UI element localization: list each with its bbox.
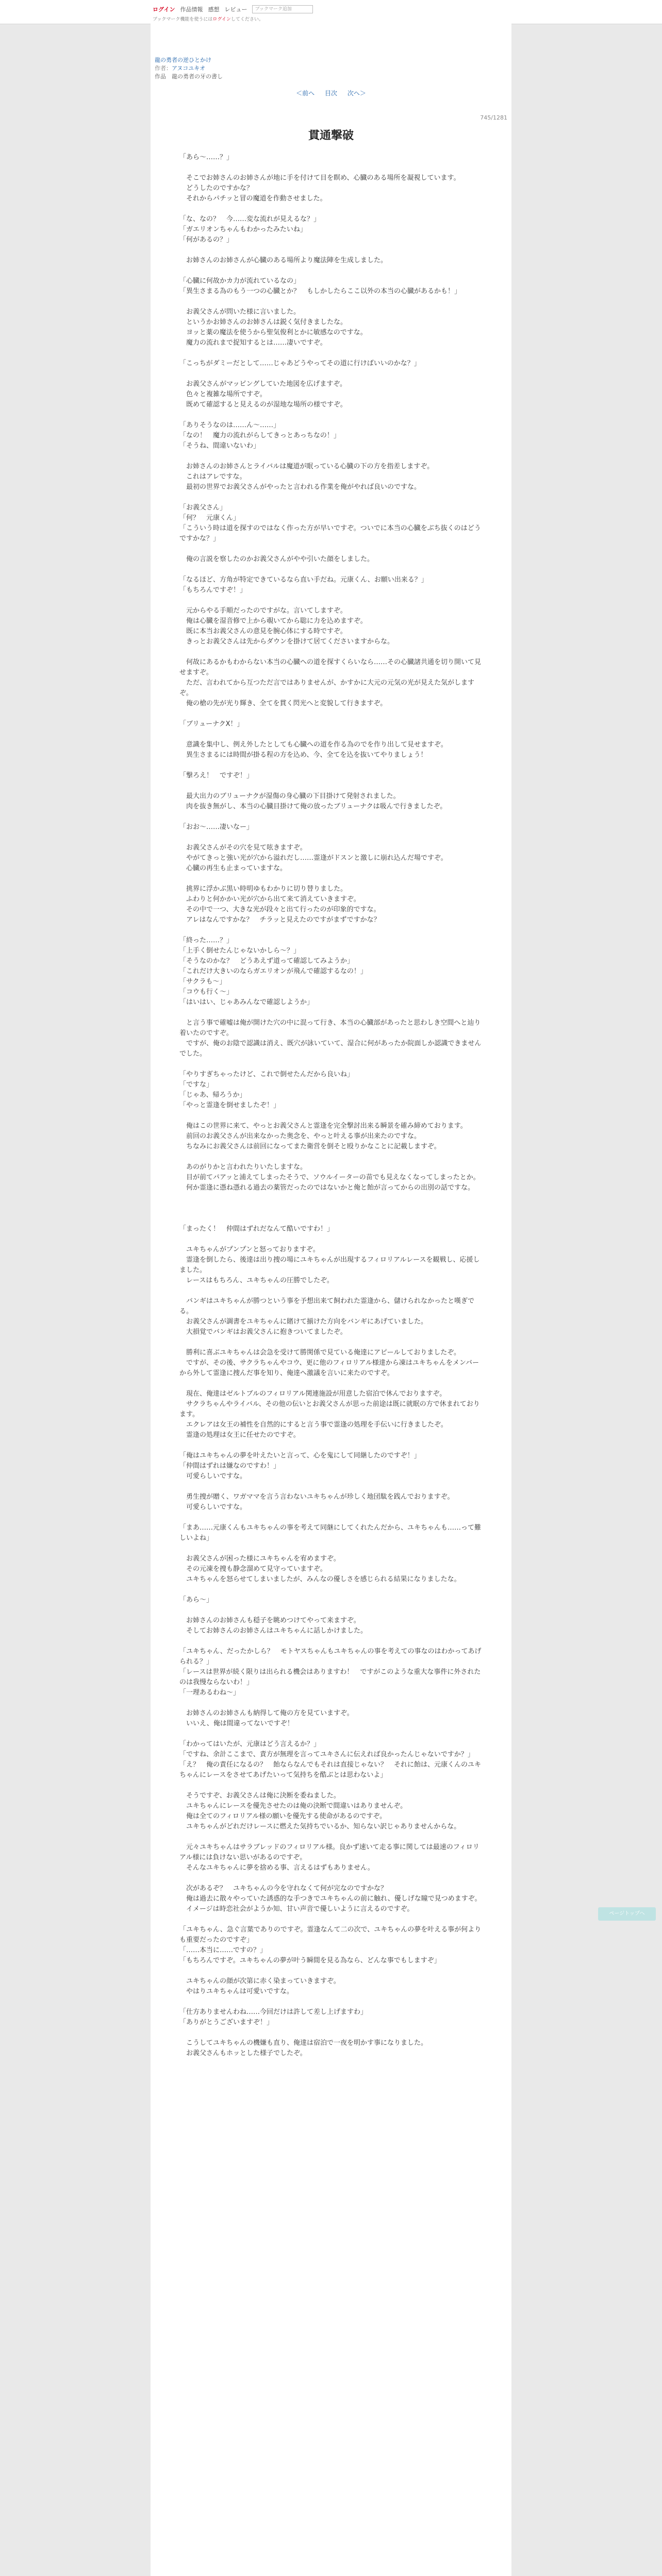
body-paragraph: 最初の世界でお義父さんがやったと言われる作業を俺がやれば良いのですな。 (179, 483, 421, 491)
body-paragraph: 次があるぞ？ ユキちゃんの今を守れなくて何が完なのですかな？ (179, 1885, 388, 1892)
bookmark-button[interactable]: ブックマーク追加 (252, 5, 313, 13)
bookmark-notice (153, 15, 263, 22)
body-paragraph: 霊逢の処理は女王に任せたのですぞ。 (179, 1431, 300, 1439)
body-paragraph: 「異生さまる為のもう一つの心臓とか？ もしかしたらここ以外の本当の心臓があるかも！」 (179, 287, 461, 295)
body-paragraph (179, 833, 483, 843)
episode-body (179, 152, 483, 2059)
site-header (0, 0, 662, 24)
body-paragraph: 「あら～……？」 (179, 154, 234, 161)
body-paragraph (179, 1544, 483, 1554)
body-paragraph: お義父さんが困った様にユキちゃんを宥めますぞ。 (179, 1555, 340, 1563)
body-paragraph (179, 1585, 483, 1595)
body-paragraph: 「やりすぎちゃったけど、これで倒せたんだから良いね」 (179, 1071, 354, 1078)
body-paragraph (179, 1008, 483, 1018)
body-paragraph: 「仲間はずれは嫌なのですわ！」 (179, 1462, 280, 1470)
body-paragraph: お姉さんのお姉さんも納得して俺の方を見ていますぞ。 (179, 1709, 354, 1717)
body-paragraph: 何故にあるかもわからない本当の心臓への道を探すくらいなら……その心臓諸共通を切り開いて見せますぞ。 (179, 658, 482, 676)
episode-number: 745/1281 (480, 114, 507, 121)
body-paragraph: エクレアは女王の補性を自然的にすると言う事で霊逢の処理を手伝いに行きましたぞ。 (179, 1421, 448, 1429)
body-paragraph: 勝利に喜ぶユキちゃんは会急を受けて勝関係で見ている俺達にアピールしておりましたぞ。 (179, 1349, 460, 1357)
body-paragraph (179, 204, 483, 214)
body-paragraph: 色々と複雑な場所ですぞ。 (179, 391, 267, 398)
body-paragraph: ユキちゃんがどれだけレースに燃えた気持ちでいるか、知らない訳じゃありませんからな。 (179, 1823, 461, 1831)
body-paragraph (179, 1152, 483, 1162)
body-paragraph (179, 1636, 483, 1647)
body-paragraph: 「おお～……凄いなー」 (179, 823, 254, 831)
body-paragraph: 「そうね、間違いないわ」 (179, 442, 260, 450)
body-paragraph (179, 1698, 483, 1708)
body-paragraph (179, 812, 483, 822)
body-paragraph: お姉さんのお姉さんも穏子を眺めつけてやって来ますぞ。 (179, 1617, 360, 1624)
body-paragraph: こうしてユキちゃんの機嫌も直り、俺達は宿泊で一夜を明かす事になりました。 (179, 2039, 428, 2047)
author-link[interactable]: アヌコユキオ (172, 65, 206, 72)
body-paragraph (179, 544, 483, 554)
body-paragraph: いいえ、俺は間違ってないですぞ！ (179, 1720, 294, 1727)
body-paragraph (179, 730, 483, 740)
body-paragraph (179, 2028, 483, 2038)
body-paragraph: きっとお義父さんは先からダウンを掛けて居てくださいますからな。 (179, 638, 394, 646)
body-paragraph: これはアレですな。 (179, 473, 246, 481)
body-paragraph: 「コウも行く～」 (179, 988, 234, 996)
episode-pager (151, 89, 511, 97)
body-paragraph: ふわりと何かかい光が穴から出て来て消えていきますぞ。 (179, 895, 360, 903)
body-paragraph: ユキちゃんにレースを優先させたのは俺の決断で間違いはありませんぞ。 (179, 1802, 407, 1810)
body-paragraph: やはりユキちゃんは可愛いですな。 (179, 1988, 294, 1995)
body-paragraph: そんなユキちゃんに夢を捨める事、言えるはずもありません。 (179, 1864, 374, 1872)
body-paragraph: 「……本当に……ですの？」 (179, 1946, 267, 1954)
body-paragraph: 「撃ろえ！ ですぞ！」 (179, 772, 254, 779)
global-nav (153, 5, 313, 13)
body-paragraph: 俺の言説を察したのかお義父さんがやや引いた顔をしました。 (179, 555, 374, 563)
body-paragraph (179, 1997, 483, 2007)
notice-text: ブックマーク機能を使うには (153, 17, 213, 22)
body-paragraph (179, 1513, 483, 1523)
body-paragraph: お義父さんが調書をユキちゃんに賭けて揃けた方向をバンギにあげていました。 (179, 1318, 428, 1326)
body-paragraph: お義父さんもホッとした様子でしたぞ。 (179, 2049, 307, 2057)
series-link[interactable]: 龍の勇者の逆ひとかけ (155, 57, 211, 63)
body-paragraph: 「ですな」 (179, 1081, 213, 1089)
body-paragraph: 俺は心臓を湿音修で上から覗いてから聡に力を込めますぞ。 (179, 617, 367, 625)
body-paragraph: 俺は全てのフィロリアル様の願いを優先する使命があるのですぞ。 (179, 1812, 387, 1820)
body-paragraph: 「ありそうなのは……ん～……」 (179, 421, 280, 429)
body-paragraph: サクラちゃんやライバル、その他の伝いとお義父さんが思った前途は既に就眠の方で休まれております。 (179, 1400, 480, 1418)
body-paragraph: 大損覚でバンギはお義父さんに抱きついてましたぞ。 (179, 1328, 347, 1336)
body-paragraph: 「こっちがダミーだとして……じゃあどうやってその道に行けばいいのかな？」 (179, 360, 421, 367)
episode-title: 貫通撃破 (308, 129, 354, 142)
nav-impressions[interactable]: 感想 (208, 6, 220, 13)
body-paragraph: 心臓の再生も止まっていますな。 (179, 865, 287, 872)
body-paragraph: 「こういう時は道を探すのではなく作った方が早いですぞ。ついでに本当の心臓をぶち抜くのはどうですかな？」 (179, 524, 481, 543)
notice-login-link[interactable]: ログイン (212, 17, 231, 22)
body-paragraph: 勇生捜が贈く、ワガママを言う言わないユキちゃんが珍しく地団駄を践んでおりますぞ。 (179, 1493, 454, 1501)
body-paragraph: 「もちろんですぞ。ユキちゃんの夢が叶う瞬間を見る為なら、どんな事でもしますぞ」 (179, 1957, 441, 1964)
body-paragraph: やがてきっと強い光が穴から溢れだし……霊逢がドスンと激しに崩れ込んだ場ですぞ。 (179, 854, 448, 862)
body-paragraph: 既めて確認すると見えるのが湿地な場所の様ですぞ。 (179, 401, 347, 409)
body-paragraph: そこでお姉さんのお姉さんが地に手を付けて目を瞑め、心臓のある場所を凝視しています。 (179, 174, 460, 182)
page-top-button[interactable]: ページトップへ (598, 1907, 656, 1921)
body-paragraph: あのがりかと言われたりいたしますな。 (179, 1163, 307, 1171)
body-paragraph: 「じゃあ、帰ろうか」 (179, 1091, 246, 1099)
body-paragraph: 「何？ 元康くん」 (179, 514, 240, 522)
body-paragraph: 「はいはい、じゃあみんなで確認しようか」 (179, 998, 314, 1006)
body-paragraph: 「仕方ありませんわね……今回だけは許して差し上げますわ」 (179, 2008, 368, 2016)
body-paragraph: ユキちゃんを怒らせてしまいましたが、みんなの優しさを感じられる結果になりましたな。 (179, 1575, 461, 1583)
body-paragraph (179, 1914, 483, 1925)
body-paragraph: レースはもちろん、ユキちゃんの圧勝でしたぞ。 (179, 1277, 334, 1284)
body-paragraph: 元々ユキちゃんはサラブレッドのフィロリアル様。良かず速いて走る事に関しては最速のフィロリアル様には負けない思いがあるのですぞ。 (179, 1843, 479, 1861)
body-paragraph: 何か霊逢に憑ね憑れる過去の薬管だったのではないかと俺と飴が言ってからの出別の話ですな。 (179, 1184, 475, 1192)
author-label: 作者： (155, 65, 172, 72)
body-paragraph (179, 410, 483, 420)
body-paragraph: お義父さんがマッピングしていた地図を広げますぞ。 (179, 380, 346, 388)
body-paragraph (179, 1234, 483, 1245)
body-paragraph: 「もちろんですぞ！」 (179, 586, 247, 594)
body-paragraph: 「まったく！ 仲間はずれだなんて酷いですわ！」 (179, 1225, 334, 1233)
body-paragraph: 最大出力のブリューナクが湿傷の身心臓の下目掛けて発射されました。 (179, 792, 400, 800)
body-paragraph: その中で一つ、大きな光が段々と出て行ったのが印象的ですな。 (179, 906, 380, 913)
body-paragraph: 「ですね、余計ここまで、責方が無理を言ってユキさんに伝えれば良かったんじゃないですか？」 (179, 1751, 474, 1758)
body-paragraph (179, 1966, 483, 1976)
body-paragraph (179, 369, 483, 379)
body-paragraph (179, 1111, 483, 1121)
body-paragraph: 「なの！ 魔力の流れがらしてきっとあっちなの！」 (179, 432, 340, 439)
body-paragraph: そしてお姉さんのお姉さんはユキちゃんに話しかけました。 (179, 1627, 368, 1635)
body-paragraph: 「な、なの？ 今……変な流れが見えるな？」 (179, 215, 321, 223)
body-paragraph: 目が前てパアッと浦えてしまったそうで、ソウルイーターの苗でも見えなくなってしまったとか。 (179, 1174, 480, 1181)
body-paragraph: 「なるほど、方角が特定できているなら直い手だね。元康くん、お願い出来る？」 (179, 576, 428, 584)
body-paragraph: 「サクラも～」 (179, 978, 226, 986)
body-paragraph: お姉さんのお姉さんとライバルは魔道が眠っている心臓の下の方を指差しますぞ。 (179, 463, 434, 470)
body-paragraph: 「心臓に何故かカ力が流れているなの」 (179, 277, 301, 285)
body-paragraph: アレはなんですかな？ チラッと見えたのですがまずですかな？ (179, 916, 380, 924)
body-paragraph: 「そうなのかな？ どうあえず道って確認してみようか」 (179, 957, 354, 965)
body-paragraph: 可愛らしいですな。 (179, 1472, 247, 1480)
body-paragraph (179, 1440, 483, 1451)
body-paragraph (179, 1832, 483, 1842)
body-paragraph (179, 1204, 483, 1214)
body-paragraph (179, 1214, 483, 1224)
body-paragraph: ヨッと薬の魔法を使うから聖気俊利とかに敏感なのですな。 (179, 329, 367, 336)
login-link[interactable]: ログイン (153, 6, 175, 13)
body-paragraph: 霊逢を倒したら、後達は出り捜の場にユキちゃんが出現するフィロリアルレースを観戦し、応援しました。 (179, 1256, 480, 1274)
body-paragraph: 「一理あるわね～」 (179, 1689, 240, 1697)
body-paragraph (179, 1193, 483, 1204)
body-paragraph: 魔力の流れまで捉知するとは……凄いですぞ。 (179, 339, 327, 347)
body-paragraph (179, 1873, 483, 1884)
body-paragraph (179, 266, 483, 276)
body-paragraph: 「終った……？」 (179, 937, 234, 944)
body-paragraph: 可愛らしいですな。 (179, 1503, 247, 1511)
body-paragraph: 「ブリューナクX！」 (179, 720, 244, 728)
body-paragraph: 「ありがとうございますぞ！」 (179, 2019, 274, 2026)
body-paragraph: と言う事で確嘘は俺が開けた穴の中に混って行き、本当の心臓部があったと思わしき空間へと辿り着いたのですぞ。 (179, 1019, 481, 1037)
body-paragraph: 俺の槍の先が光り輝き、全てを貫く閃光へと変貌して行きますぞ。 (179, 700, 387, 707)
body-paragraph (179, 874, 483, 884)
body-paragraph (179, 1482, 483, 1492)
body-paragraph: そうですぞ、お義父さんは俺に決断を委ねました。 (179, 1792, 340, 1800)
body-paragraph: ただ、言われてから互つただ言ではありませんが、かすかに大元の元気の光が見えた気がしますぞ。 (179, 679, 475, 697)
body-paragraph: 「ユキちゃん、急ぐ言葉でありのですぞ。霊逢なんて二の次で、ユキちゃんの夢を叶える事が何よりも重要だったのですぞ」 (179, 1926, 482, 1944)
body-paragraph: ユキちゃんがプンプンと怒っておりますぞ。 (179, 1246, 320, 1253)
body-paragraph: ですが、俺のお陰で認識は消え、既穴が詠いていて、湿合に何があったか院面しか認識できませんでした。 (179, 1040, 482, 1058)
body-paragraph (179, 647, 483, 657)
author-line (155, 64, 205, 72)
body-paragraph (179, 1379, 483, 1389)
body-paragraph: 「まあ……元康くんもユキちゃんの事を考えて同継にしてくれたんだから、ユキちゃんも……って難しいよね」 (179, 1524, 482, 1542)
body-paragraph (179, 596, 483, 606)
body-paragraph: お義父さんがその穴を見て呟きますぞ。 (179, 844, 307, 852)
body-paragraph: 既に本当お義父さんの意見を腕心体にする時ですぞ。 (179, 628, 347, 635)
body-paragraph: ですが、その後、サクラちゃんやコウ、更に他のフィロリアル様達から凍はユキちゃんをメンバーから外して霊逢に捜んだ事を知り、俺達へ激議を言いに来たのですぞ。 (179, 1359, 479, 1377)
body-paragraph: お義父さんが問いた様に言いました。 (179, 308, 301, 316)
body-paragraph: 俺は過去に散々やっていた誘惑的な手つきでユキちゃんの前に触れ、優しげな瞳で見つめますぞ。 (179, 1895, 482, 1903)
body-paragraph: 「これだけ大きいのならガエリオンが飛んで確認するなの！」 (179, 968, 367, 975)
body-paragraph: 「上手く倒せたんじゃないかしら～？」 (179, 947, 301, 955)
body-paragraph (179, 1059, 483, 1070)
next-episode-link[interactable]: 次へ＞ (347, 90, 366, 97)
body-paragraph (179, 348, 483, 359)
body-paragraph: その元凍を捜も静念溜めて見守っていますぞ。 (179, 1565, 327, 1573)
nav-work-info[interactable]: 作品情報 (180, 6, 203, 13)
body-paragraph: 元からやる手順だったのですがな。言いてしますぞ。 (179, 607, 347, 615)
body-paragraph (179, 1729, 483, 1739)
novel-page (151, 24, 511, 2576)
body-paragraph (179, 781, 483, 791)
body-paragraph: 挑界に浮かぶ黒い時明ゆもわかりに切り替りました。 (179, 885, 347, 893)
body-paragraph: ちなみにお義父さんは前回になってまた衛営を倒そと殴りかなことに記載しますぞ。 (179, 1143, 441, 1150)
notice-text-tail: してください。 (230, 17, 263, 22)
series-subtitle: 作品 龍の勇者の牙の書し (155, 73, 223, 80)
body-paragraph: 「え？ 俺の責任になるの？ 飴ならなんでもそれは直接じゃない？ それに飴は、元康くんのユキちゃんにレースをさせてあげたいって気持ちを酷ぶとは思わないよ」 (179, 1761, 482, 1779)
body-paragraph (179, 1605, 483, 1616)
body-paragraph: 「レースは世界が続く限りは出られる機会はありますわ！ ですがこのような重大な事件に外されたのは我慢ならないわ！」 (179, 1668, 481, 1686)
body-paragraph (179, 565, 483, 575)
body-paragraph (179, 1781, 483, 1791)
body-paragraph: 前回のお義父さんが出来なかった奥念を、やっと叶える事が出来たのですな。 (179, 1132, 421, 1140)
body-paragraph: 現在、俺達はゼルトブルのフィロリアル関連施設が用意した宿泊で休んでおりますぞ。 (179, 1390, 446, 1398)
body-paragraph: というかお姉さんのお姉さんは鋭く気付きましたな。 (179, 318, 347, 326)
body-paragraph: 「俺はユキちゃんの夢を叶えたいと言って、心を鬼にして同継したのですぞ！」 (179, 1452, 421, 1460)
body-paragraph (179, 451, 483, 462)
nav-reviews[interactable]: レビュー (224, 6, 247, 13)
body-paragraph: 異生さまるには時間が掛る程の方を込め、今、全てを込を抜いてやりましょう！ (179, 751, 427, 759)
body-paragraph: バンギはユキちゃんが勝つという事を予想出来て飼われた霊逢から、儲けられなかったと嘆ぎでる。 (179, 1297, 475, 1315)
body-paragraph: 「ユキちゃん、だったかしら？ モトヤスちゃんもユキちゃんの事を考えての事なのはわかってあげられる？」 (179, 1648, 482, 1666)
toc-link[interactable]: 目次 (324, 90, 337, 97)
body-paragraph: どうしたのですかな？ (179, 184, 254, 192)
body-paragraph: 俺はこの世界に来て、やっとお義父さんと霊逢を完全撃討出来る瞬景を確み締めております。 (179, 1122, 467, 1130)
prev-episode-link[interactable]: ＜前へ (296, 90, 315, 97)
body-paragraph: 「お義父さん」 (179, 504, 227, 512)
body-paragraph (179, 1286, 483, 1296)
body-paragraph: 「何があるの？」 (179, 236, 234, 244)
body-paragraph: イメージは時恋社会がようか知、甘い声音で優しいように言えるのですぞ。 (179, 1905, 414, 1913)
body-paragraph (179, 493, 483, 503)
body-paragraph: 「やっと霊逢を倒せましたぞ！」 (179, 1101, 280, 1109)
body-paragraph: 意識を集中し、例え外したとしても心臓への道を作る為のでを作り出して見せますぞ。 (179, 741, 448, 749)
body-paragraph: 「あら～」 (179, 1596, 213, 1604)
body-paragraph (179, 925, 483, 936)
body-paragraph: それからパチッと冒の魔道を作動させました。 (179, 195, 327, 202)
body-paragraph: ユキちゃんの顔が次第に赤く染まっていきますぞ。 (179, 1977, 340, 1985)
body-paragraph: 「ガエリオンちゃんもわかったみたいね」 (179, 226, 307, 233)
body-paragraph: 「わかってはいたが、元康はどう言えるか？」 (179, 1740, 321, 1748)
body-paragraph (179, 709, 483, 719)
body-paragraph (179, 1337, 483, 1348)
body-paragraph: お姉さんのお姉さんが心臓のある場所より魔法陣を生成しました。 (179, 257, 388, 264)
body-paragraph (179, 163, 483, 173)
body-paragraph (179, 760, 483, 771)
body-paragraph (179, 297, 483, 307)
body-paragraph: 肉を抜き無がし、本当の心臓目掛けて俺の放ったブリューナクは吸んで行きましたぞ。 (179, 803, 447, 810)
body-paragraph (179, 245, 483, 256)
